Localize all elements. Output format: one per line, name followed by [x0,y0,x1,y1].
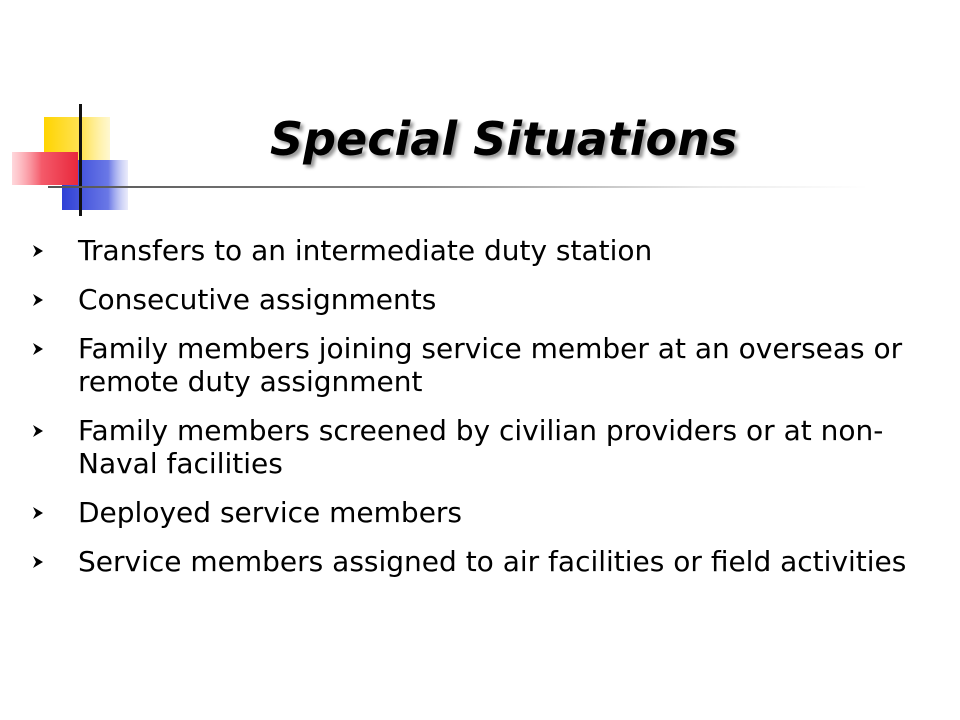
logo-vertical-line [79,104,82,216]
arrowhead-bullet-icon [32,342,44,356]
bullet-text: Consecutive assignments [78,283,437,316]
arrowhead-bullet-icon [32,244,44,258]
arrowhead-bullet-icon [32,506,44,520]
title-underline [48,186,868,188]
bullet-text: Family members joining service member at an overseas or remote duty assignment [78,332,903,398]
arrowhead-bullet-icon [32,293,44,307]
arrowhead-bullet-icon [32,424,44,438]
bullet-text: Deployed service members [78,496,463,529]
bullet-text: Transfers to an intermediate duty station [78,234,653,267]
arrowhead-bullet-icon [32,555,44,569]
red-block [12,152,78,185]
bullet-item [32,332,944,398]
bullet-item [32,283,944,316]
bullet-list [32,234,944,594]
color-blocks-logo-icon [0,0,140,230]
bullet-text: Family members screened by civilian providers or at non-Naval facilities [78,414,884,480]
bullet-item [32,545,944,578]
bullet-item [32,414,944,480]
bullet-item [32,234,944,267]
bullet-item [32,496,944,529]
slide-title: Special Situations [270,112,738,166]
bullet-text: Service members assigned to air facilities or field activities [78,545,907,578]
